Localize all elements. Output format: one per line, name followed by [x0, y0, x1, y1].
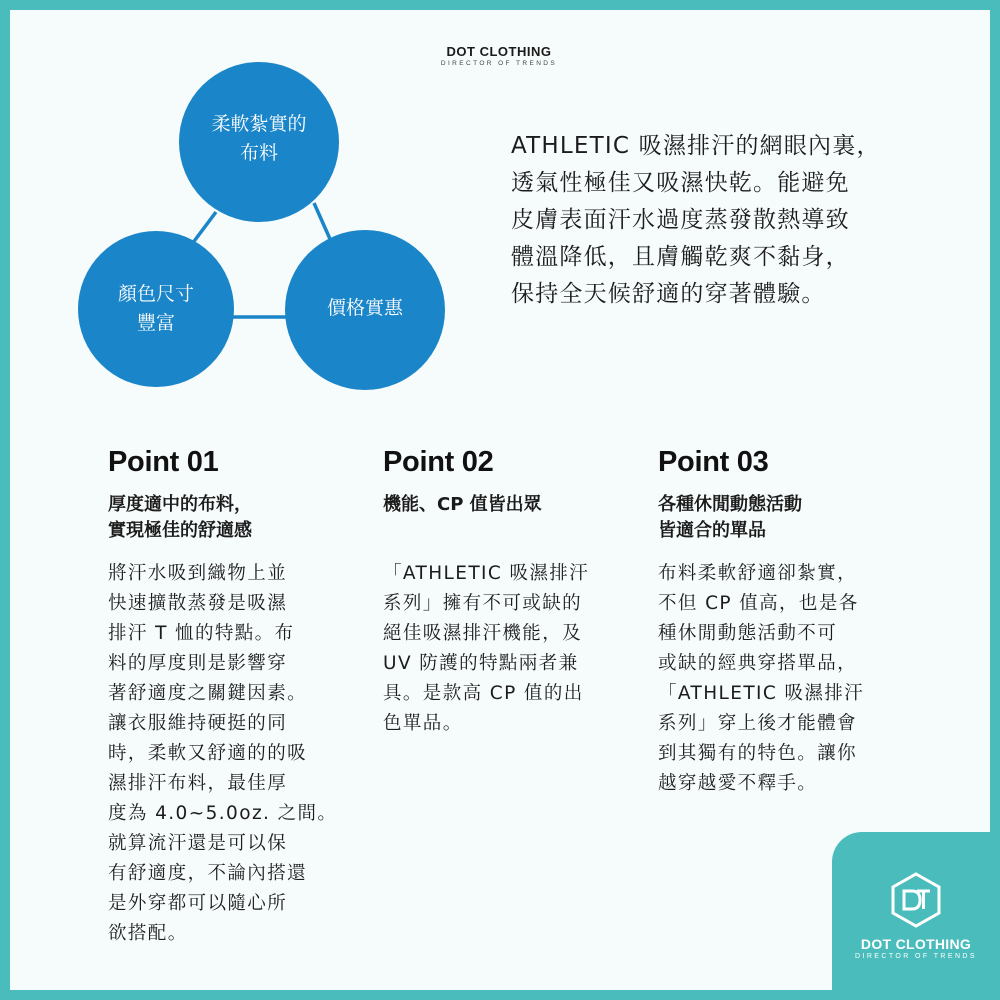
point-label: Point 02	[383, 446, 494, 478]
point-label: Point 01	[108, 446, 219, 478]
circle-label-colors-sizes: 顏色尺寸 豐富	[117, 283, 194, 334]
point-section-03	[658, 446, 928, 799]
point-subtitle: 機能、CP 值皆出眾	[383, 494, 542, 515]
point-section-02	[383, 446, 643, 739]
brand-tagline: DIRECTOR OF TRENDS	[440, 60, 558, 67]
point-body: 布料柔軟舒適卻紮實， 不但 CP 值高，也是各 種休閒動態活動不可 或缺的經典穿搭單品， 「ATHLETIC 吸濕排汗 系列」穿上後才能體會 到其獨有的特色。讓你 越穿越愛不釋手。	[658, 563, 865, 794]
point-subtitle: 各種休閒動態活動 皆適合的單品	[658, 494, 802, 541]
brand-corner-badge	[832, 832, 1000, 1000]
brand-name: DOT CLOTHING	[446, 44, 552, 59]
brand-name-corner: DOT CLOTHING	[860, 936, 972, 952]
dot-clothing-logo-icon	[890, 872, 942, 928]
circle-label-price: 價格實惠	[326, 297, 403, 319]
brand-tagline-corner: DIRECTOR OF TRENDS	[855, 953, 977, 960]
intro-paragraph: ATHLETIC 吸濕排汗的網眼內裏， 透氣性極佳又吸濕快乾。能避免 皮膚表面汗水過度蒸發散熱導致 體溫降低，且膚觸乾爽不黏身， 保持全天候舒適的穿著體驗。	[511, 133, 881, 307]
point-label: Point 03	[658, 446, 769, 478]
circle-label-soft-fabric: 柔軟紮實的 布料	[211, 113, 307, 164]
point-subtitle: 厚度適中的布料， 實現極佳的舒適感	[108, 494, 252, 541]
point-body: 將汗水吸到織物上並 快速擴散蒸發是吸濕 排汗 T 恤的特點。布 料的厚度則是影響穿 著舒適度之關鍵因素。 讓衣服維持硬挺的同 時，柔軟又舒適的的吸 濕排汗布料，最佳厚 度為 4.0~5.0oz. 之間。 就算流汗還是可以保 有舒適度，不論內搭還 是外穿都可以隨心所 欲搭配。	[108, 563, 338, 944]
point-section-01	[108, 446, 368, 949]
point-body: 「ATHLETIC 吸濕排汗 系列」擁有不可或缺的 絕佳吸濕排汗機能，及 UV 防護的特點兩者兼 具。是款高 CP 值的出 色單品。	[383, 563, 590, 734]
